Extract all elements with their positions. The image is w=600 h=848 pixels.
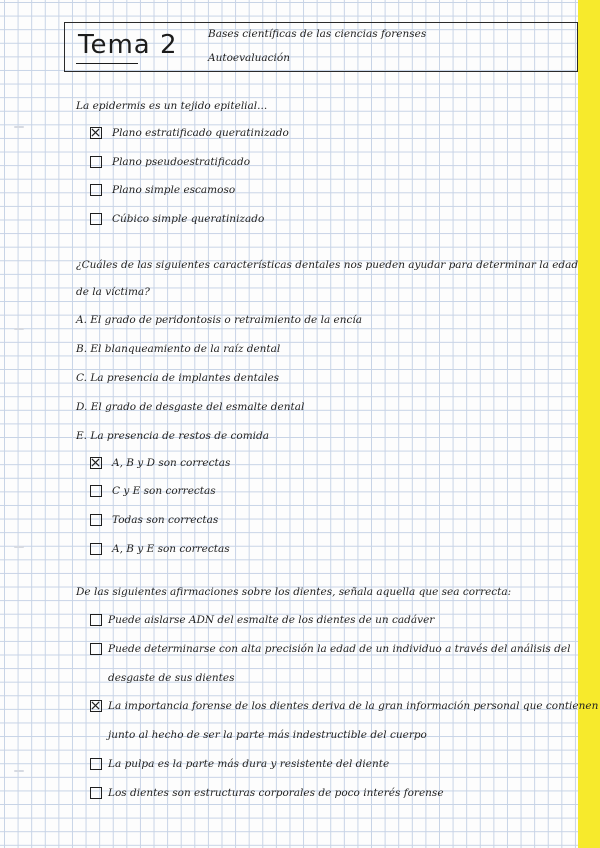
question-1-option-3-label: Plano simple escamoso [112,184,236,196]
question-3-prompt: De las siguientes afirmaciones sobre los dientes, señala aquella que sea correcta: [76,586,512,598]
punch-mark [14,770,24,772]
check-x-icon [91,458,100,467]
question-3-option-2-checkbox[interactable] [90,643,102,655]
punch-mark [14,328,24,330]
question-3-option-3-label-line-2: junto al hecho de ser la parte más indestructible del cuerpo [108,729,427,741]
question-1-option-4-label: Cúbico simple queratinizado [112,213,265,225]
question-1-option-2-checkbox[interactable] [90,156,102,168]
question-2-statement-c: C. La presencia de implantes dentales [76,372,280,384]
yellow-margin-strip [578,0,600,848]
question-3-option-4-label: La pulpa es la parte más dura y resistente del diente [108,758,390,770]
check-x-icon [91,128,100,137]
question-3-option-5-checkbox[interactable] [90,787,102,799]
title-underline [76,63,138,64]
question-2-statement-a: A. El grado de peridontosis o retraimiento de la encía [76,314,363,326]
question-3-option-1-label: Puede aislarse ADN del esmalte de los dientes de un cadáver [108,614,435,626]
question-2-prompt-line-1: ¿Cuáles de las siguientes características dentales nos pueden ayudar para determinar la edad [76,259,579,271]
question-2-prompt-line-2: de la víctima? [76,286,150,298]
question-2-option-4-label: A, B y E son correctas [112,543,230,555]
section-title: Autoevaluación [208,52,290,64]
punch-mark [14,126,24,128]
question-3-option-3-checkbox[interactable] [90,700,102,712]
question-2-option-1-checkbox[interactable] [90,457,102,469]
subject-title: Bases científicas de las ciencias forenses [208,28,427,40]
question-2-statement-d: D. El grado de desgaste del esmalte dental [76,401,305,413]
question-2-option-3-label: Todas son correctas [112,514,219,526]
question-3-option-3-label-line-1: La importancia forense de los dientes deriva de la gran información personal que contienen [108,700,599,712]
question-3-option-2-label-line-2: desgaste de sus dientes [108,672,235,684]
question-1-option-1-label: Plano estratificado queratinizado [112,127,289,139]
question-2-option-2-checkbox[interactable] [90,485,102,497]
question-1-option-2-label: Plano pseudoestratificado [112,156,251,168]
question-1-option-4-checkbox[interactable] [90,213,102,225]
question-2-option-3-checkbox[interactable] [90,514,102,526]
question-2-statement-b: B. El blanqueamiento de la raíz dental [76,343,281,355]
question-3-option-4-checkbox[interactable] [90,758,102,770]
question-3-option-2-label-line-1: Puede determinarse con alta precisión la edad de un individuo a través del análisis del [108,643,571,655]
question-2-option-4-checkbox[interactable] [90,543,102,555]
punch-mark [14,546,24,548]
question-3-option-5-label: Los dientes son estructuras corporales de poco interés forense [108,787,444,799]
question-2-option-2-label: C y E son correctas [112,485,216,497]
question-1-option-1-checkbox[interactable] [90,127,102,139]
question-2-option-1-label: A, B y D son correctas [112,457,231,469]
question-2-statement-e: E. La presencia de restos de comida [76,430,269,442]
check-x-icon [91,701,100,710]
question-3-option-1-checkbox[interactable] [90,614,102,626]
question-1-prompt: La epidermis es un tejido epitelial... [76,100,268,112]
question-1-option-3-checkbox[interactable] [90,184,102,196]
page-title: Tema 2 [78,30,178,60]
